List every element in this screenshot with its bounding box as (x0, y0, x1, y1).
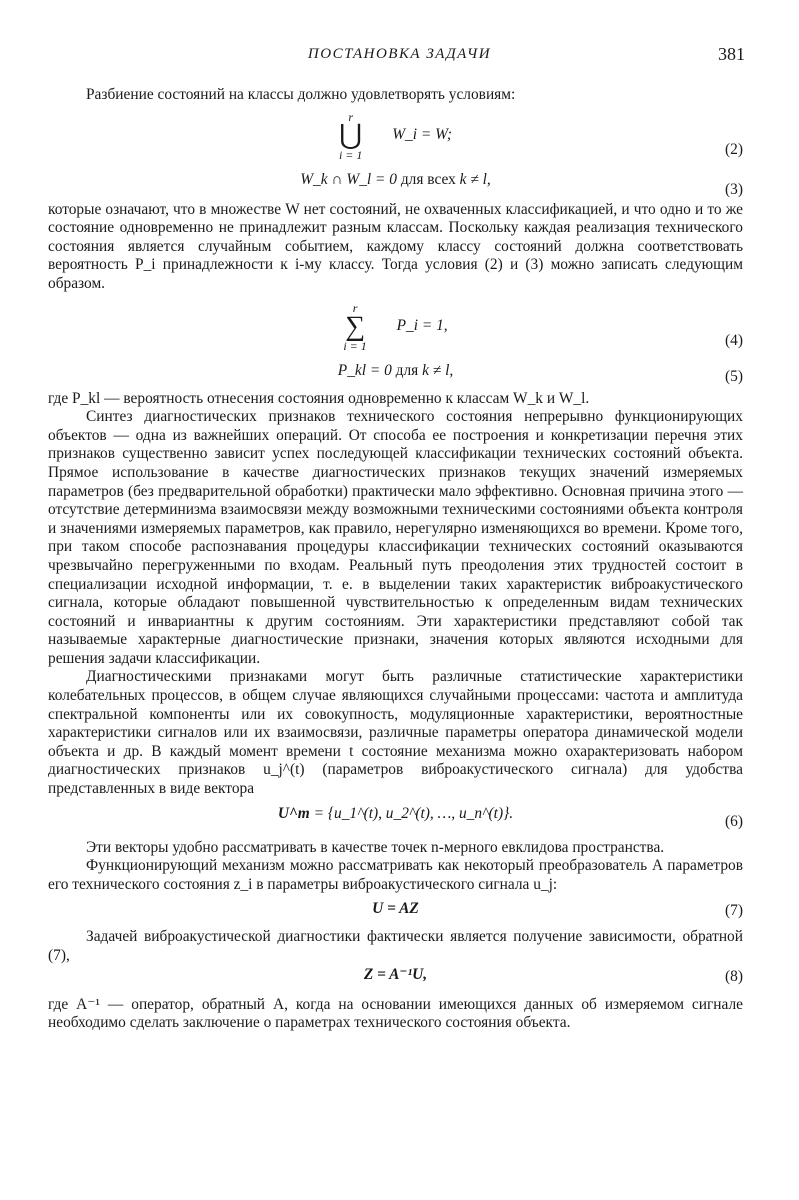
equation-3-number: (3) (725, 180, 743, 198)
equation-3-condition: k ≠ l, (459, 170, 491, 188)
sum-upper-limit: r (352, 300, 358, 315)
page-number: 381 (718, 44, 745, 64)
paragraph-features: Диагностическими признаками могут быть различные статистические характеристики колебательных процессов, в общем случае являющихся случайными процессами: частота и амплитуда спектральной компоненты или их совокупность, модуляционные характеристики, вероятностные характеристики сигналов или их взаимосвязи, различные параметры оператора динамической модели объекта и др. В каждый момент времени t состояние механизма можно охарактеризовать набором диагностических признаков u_j^(t) (параметров виброакустического сигнала) для удобства представленных в виде вектора (48, 668, 743, 798)
paragraph-final: где A⁻¹ — оператор, обратный A, когда на основании имеющихся данных об измеряемом сигнале необходимо сделать заключение о параметрах технического состояния объекта. (48, 995, 743, 1032)
equation-3-text: для всех (400, 170, 456, 188)
equation-6-left: U^т (277, 804, 310, 822)
union-upper-limit: r (348, 109, 353, 124)
equation-3-left: W_k ∩ W_l = 0 (300, 170, 397, 188)
union-symbol: ⋃ (339, 119, 363, 151)
paragraph-synthesis: Синтез диагностических признаков технического состояния непрерывно функционирующих объектов — одна из важнейших операций. От способа ее построения и конкретизации перечня этих признаков существенно зависит успех последующей классификации технических состояний объекта. Прямое использование в качестве диагностических признаков текущих значений измеряемых параметров (без предварительной обработки) практически мало эффективно. Основная причина этого — отсутствие детерминизма взаимосвязи между возможными техническими состояниями объекта контроля и значениями измеряемых параметров, как правило, нерегулярно изменяющихся во времени. Кроме того, при таком способе распознавания процедуры классификации технических состояний оказываются чрезвычайно перегруженными по входам. Реальный путь преодоления этих трудностей состоит в специализации исходной информации, т. е. в выделении таких характеристик виброакустического сигнала, которые обладают повышенной чувствительностью к определенным видам технических состояний и инвариантны к другим состояниям. Эти характеристики представляют собой так называемые характерные диагностические признаки, значения которых являются исходными для решения задачи классификации. (48, 408, 743, 667)
equation-5-text: для (395, 361, 419, 379)
equation-8-number: (8) (725, 967, 743, 985)
paragraph-where-pkl: где P_kl — вероятность отнесения состояния одновременно к классам W_k и W_l. (48, 389, 590, 407)
equation-5 (48, 362, 743, 390)
equation-5-condition: k ≠ l, (422, 361, 454, 379)
running-title: ПОСТАНОВКА ЗАДАЧИ (307, 46, 492, 62)
equation-2-body: W_i = W; (392, 126, 453, 144)
equation-2-number: (2) (725, 140, 743, 158)
equation-4-number: (4) (725, 331, 743, 349)
equation-4-body: P_i = 1, (396, 317, 448, 335)
equation-8 (48, 966, 743, 996)
equation-4 (48, 302, 743, 360)
equation-3 (48, 171, 743, 201)
equation-6-body: = {u_1^(t), u_2^(t), …, u_n^(t)}. (313, 804, 514, 822)
sum-operator (343, 302, 366, 352)
equation-7 (48, 900, 743, 928)
equation-7-number: (7) (725, 902, 743, 920)
union-operator (339, 111, 362, 161)
equation-5-number: (5) (725, 367, 743, 385)
paragraph-mechanism: Функционирующий механизм можно рассматривать как некоторый преобразователь A параметров его технического состояния z_i в параметры виброакустического сигнала u_j: (48, 857, 743, 893)
paragraph-after-eq3: которые означают, что в множестве W нет состояний, не охваченных классификацией, и что одно и то же состояние одновременно не принадлежит разным классам. Поскольку каждая реализация технического состояния является случайным событием, каждому классу состояний должна соответствовать вероятность P_i принадлежности к i-му классу. Тогда условия (2) и (3) можно записать следующим образом. (48, 200, 743, 292)
equation-7-body: U = AZ (372, 900, 419, 918)
equation-5-left: P_kl = 0 (337, 361, 392, 379)
sum-symbol: ∑ (345, 310, 366, 342)
body-text (48, 86, 743, 1033)
sum-lower-limit: i = 1 (343, 338, 367, 353)
intro-paragraph: Разбиение состояний на классы должно удовлетворять условиям: (86, 86, 516, 103)
page-header (0, 44, 799, 70)
equation-2 (48, 111, 743, 169)
equation-6-number: (6) (725, 812, 743, 830)
equation-8-body: Z = A⁻¹U, (363, 965, 428, 983)
union-lower-limit: i = 1 (338, 147, 363, 162)
paragraph-task: Задачей виброакустической диагностики фактически является получение зависимости, обратной (7), (48, 928, 743, 964)
paragraph-vectors: Эти векторы удобно рассматривать в качестве точек n-мерного евклидова пространства. (86, 838, 665, 856)
equation-6 (48, 805, 743, 839)
